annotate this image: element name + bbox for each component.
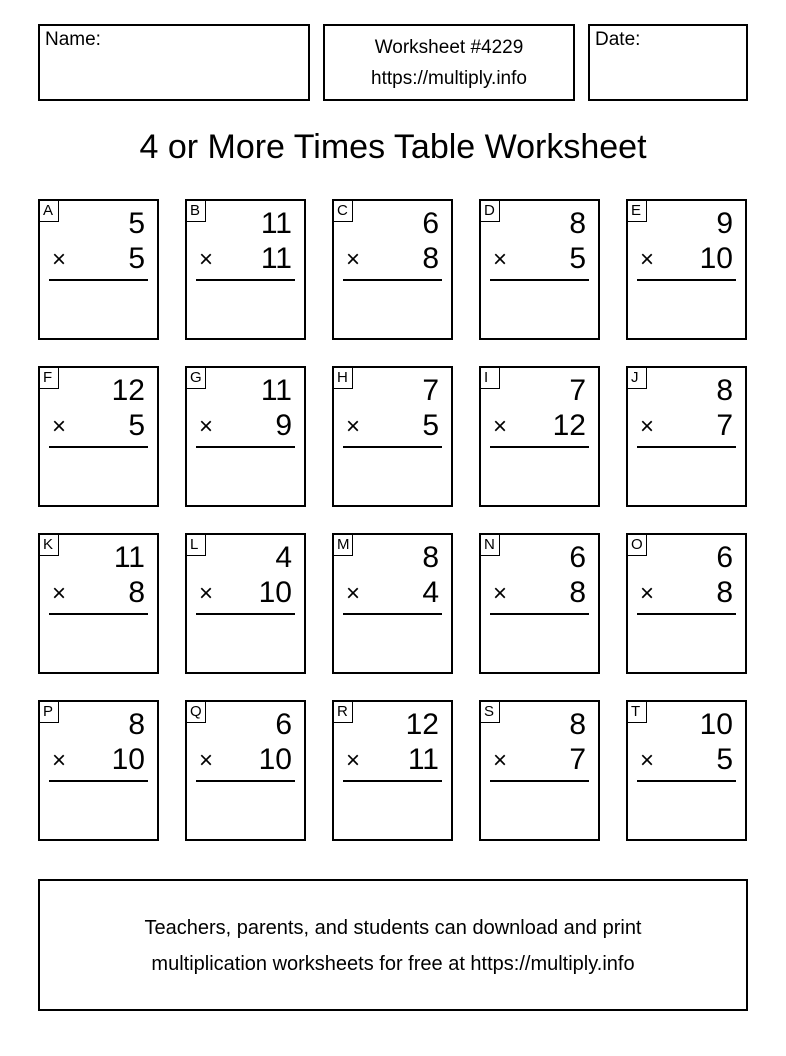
multiplier: 7 [569,743,586,776]
answer-line [196,613,295,615]
answer-line [490,279,589,281]
problem-letter: P [39,701,59,723]
problem-card [479,533,600,674]
problem-letter: E [627,200,647,222]
multiplicand: 12 [111,374,145,407]
footer-line-1: Teachers, parents, and students can download and print [144,917,642,939]
multiplier: 10 [258,743,292,776]
problem-card [185,199,306,340]
times-sign: × [199,246,214,273]
problem-card [479,366,600,507]
multiplicand: 7 [422,374,439,407]
times-sign: × [493,413,508,440]
worksheet-info-box [323,24,575,101]
problem-card [332,199,453,340]
problem-letter: I [480,367,500,389]
answer-line [49,613,148,615]
times-sign: × [346,246,361,273]
problem-card [185,700,306,841]
problem-letter: G [186,367,206,389]
multiplicand: 8 [422,541,439,574]
problem-letter: F [39,367,59,389]
times-sign: × [493,747,508,774]
times-sign: × [52,747,67,774]
problem-letter: N [480,534,500,556]
problem-letter: H [333,367,353,389]
multiplicand: 5 [128,207,145,240]
problem-letter: M [333,534,353,556]
times-sign: × [640,580,655,607]
name-field-box [38,24,310,101]
answer-line [343,446,442,448]
problem-letter: T [627,701,647,723]
problem-card [185,533,306,674]
problem-card [332,366,453,507]
multiplicand: 8 [128,708,145,741]
answer-line [196,279,295,281]
problem-letter: B [186,200,206,222]
footer-line-2: multiplication worksheets for free at https://multiply.info [151,953,635,975]
multiplicand: 8 [716,374,733,407]
page-title: 4 or More Times Table Worksheet [139,128,647,166]
multiplicand: 4 [275,541,292,574]
multiplicand: 11 [260,374,292,407]
multiplicand: 6 [422,207,439,240]
answer-line [343,279,442,281]
times-sign: × [199,747,214,774]
problem-card [332,700,453,841]
date-field-box [588,24,748,101]
answer-line [637,446,736,448]
problem-letter: Q [186,701,206,723]
problem-card [38,199,159,340]
multiplier: 5 [569,242,586,275]
problem-letter: J [627,367,647,389]
multiplier: 10 [699,242,733,275]
times-sign: × [346,747,361,774]
times-sign: × [640,413,655,440]
multiplicand: 9 [716,207,733,240]
times-sign: × [52,413,67,440]
times-sign: × [52,580,67,607]
multiplier: 11 [260,242,292,275]
multiplier: 8 [569,576,586,609]
problem-card [626,366,747,507]
times-sign: × [640,747,655,774]
multiplier: 12 [552,409,586,442]
answer-line [490,613,589,615]
times-sign: × [493,246,508,273]
multiplier: 10 [258,576,292,609]
answer-line [49,446,148,448]
answer-line [637,613,736,615]
problem-letter: D [480,200,500,222]
times-sign: × [346,413,361,440]
problem-letter: L [186,534,206,556]
multiplier: 5 [716,743,733,776]
multiplier: 7 [716,409,733,442]
multiplicand: 6 [716,541,733,574]
multiplicand: 11 [260,207,292,240]
answer-line [343,613,442,615]
times-sign: × [346,580,361,607]
problem-card [626,533,747,674]
multiplicand: 6 [569,541,586,574]
multiplier: 8 [128,576,145,609]
date-label: Date: [595,29,641,50]
multiplicand: 12 [405,708,439,741]
answer-line [490,446,589,448]
multiplicand: 8 [569,207,586,240]
answer-line [196,780,295,782]
multiplier: 4 [422,576,439,609]
answer-line [49,780,148,782]
multiplicand: 8 [569,708,586,741]
problem-card [38,533,159,674]
problem-letter: R [333,701,353,723]
problem-letter: K [39,534,59,556]
footer-box [38,879,748,1011]
multiplier: 5 [422,409,439,442]
problem-letter: S [480,701,500,723]
name-label: Name: [45,29,101,50]
multiplicand: 7 [569,374,586,407]
answer-line [196,446,295,448]
multiplicand: 10 [699,708,733,741]
problem-letter: O [627,534,647,556]
multiplier: 10 [111,743,145,776]
worksheet-url: https://multiply.info [371,68,527,89]
times-sign: × [199,580,214,607]
problem-letter: C [333,200,353,222]
multiplier: 5 [128,242,145,275]
multiplicand: 11 [113,541,145,574]
answer-line [637,780,736,782]
times-sign: × [199,413,214,440]
problem-card [38,700,159,841]
problem-letter: A [39,200,59,222]
times-sign: × [52,246,67,273]
multiplier: 8 [716,576,733,609]
times-sign: × [493,580,508,607]
multiplicand: 6 [275,708,292,741]
multiplier: 5 [128,409,145,442]
answer-line [637,279,736,281]
problem-card [626,199,747,340]
problem-card [185,366,306,507]
worksheet-number: Worksheet #4229 [374,37,524,58]
answer-line [490,780,589,782]
answer-line [49,279,148,281]
problem-card [479,700,600,841]
times-sign: × [640,246,655,273]
problem-card [38,366,159,507]
answer-line [343,780,442,782]
multiplier: 8 [422,242,439,275]
problem-card [479,199,600,340]
multiplier: 9 [275,409,292,442]
problem-card [626,700,747,841]
problem-card [332,533,453,674]
multiplier: 11 [407,743,439,776]
